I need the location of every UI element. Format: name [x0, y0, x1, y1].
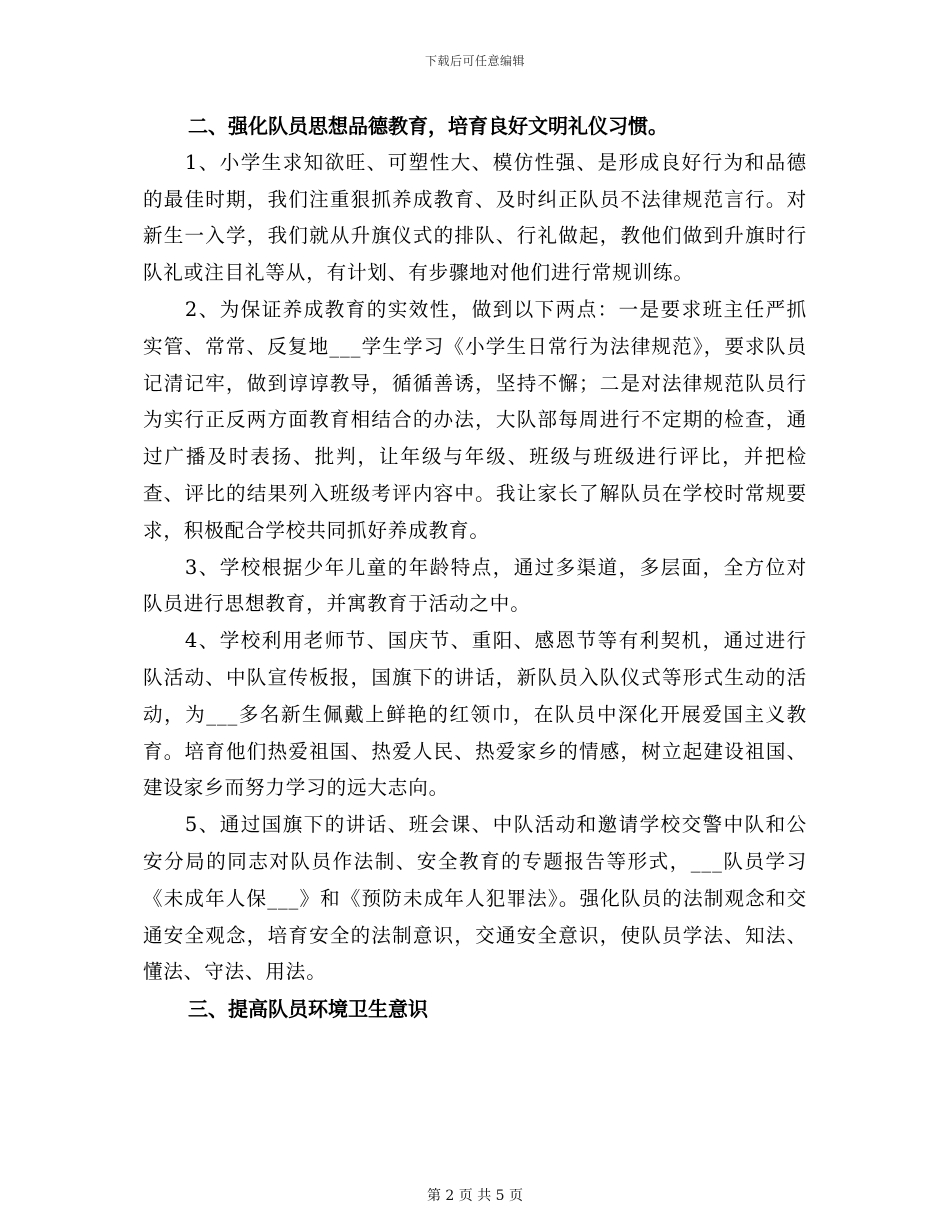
section-2-heading: 二、强化队员思想品德教育，培育良好文明礼仪习惯。 [188, 114, 668, 138]
page-footer: 第 2 页 共 5 页 [426, 1188, 524, 1204]
paragraph-4: 4、学校利用老师节、国庆节、重阳、感恩节等有利契机，通过进行队活动、中队宣传板报，国旗下的讲话，新队员入队仪式等形式生动的活动，为___多名新生佩戴上鲜艳的红领巾，在队员中深化开展爱国主义教育。培育他们热爱祖国、热爱人民、热爱家乡的情感，树立起建设祖国、建设家乡而努力学习的远大志向。 [143, 629, 807, 800]
section-3-heading: 三、提高队员环境卫生意识 [188, 997, 428, 1022]
page-header: 下载后可任意编辑 [424, 54, 525, 68]
paragraph-5: 5、通过国旗下的讲话、班会课、中队活动和邀请学校交警中队和公安分局的同志对队员作法制、安全教育的专题报告等形式，___队员学习《未成年人保___》和《预防未成年人犯罪法》。强化队员的法制观念和交通安全观念，培育安全的法制意识，交通安全意识，使队员学法、知法、懂法、守法、用法。 [143, 813, 807, 984]
paragraph-3: 3、学校根据少年儿童的年龄特点，通过多渠道，多层面，全方位对队员进行思想教育，并寓教育于活动之中。 [143, 555, 807, 616]
document-body [143, 108, 807, 1028]
paragraph-1: 1、小学生求知欲旺、可塑性大、模仿性强、是形成良好行为和品德的最佳时期，我们注重狠抓养成教育、及时纠正队员不法律规范言行。对新生一入学，我们就从升旗仪式的排队、行礼做起，教他们做到升旗时行队礼或注目礼等从，有计划、有步骤地对他们进行常规训练。 [143, 150, 807, 285]
paragraph-2: 2、为保证养成教育的实效性，做到以下两点：一是要求班主任严抓实管、常常、反复地___学生学习《小学生日常行为法律规范》，要求队员记清记牢，做到谆谆教导，循循善诱，坚持不懈；二是对法律规范队员行为实行正反两方面教育相结合的办法，大队部每周进行不定期的检查，通过广播及时表扬、批判，让年级与年级、班级与班级进行评比，并把检查、评比的结果列入班级考评内容中。我让家长了解队员在学校时常规要求，积极配合学校共同抓好养成教育。 [143, 297, 807, 542]
